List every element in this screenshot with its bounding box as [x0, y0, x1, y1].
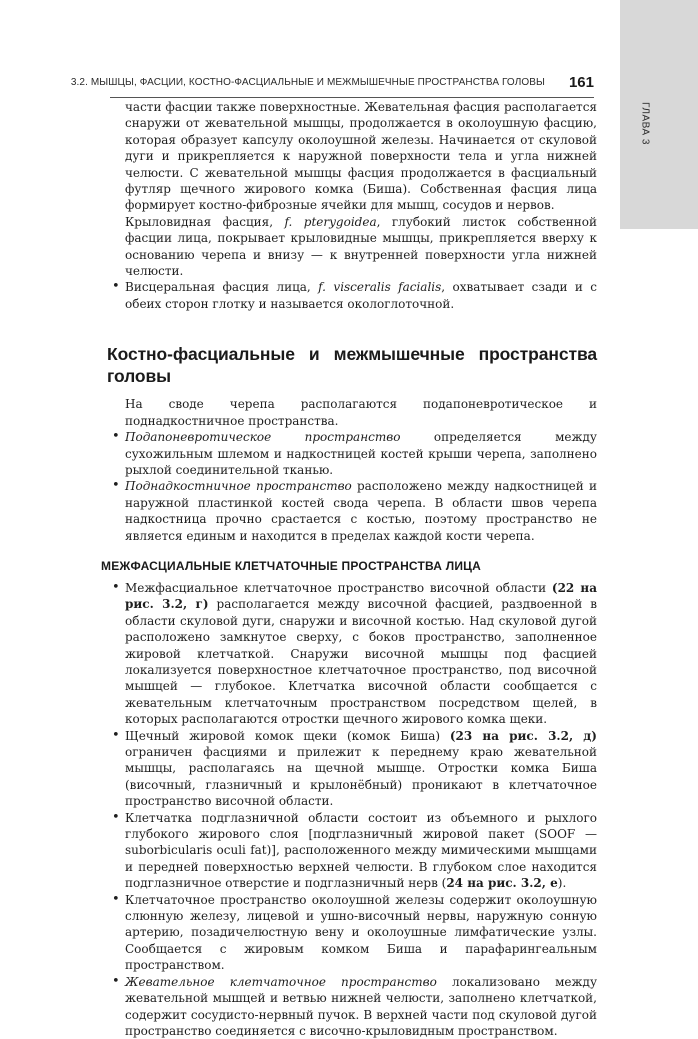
list-item-infraorbital-fat: • Клетчатка подглазничной области состоит из объемного и рыхлого глубокого жирового слоя [подглазничный жировой пакет (SOOF — suborbicularis oculi fat)], расположенного между мимическими мышцами и передней поверхностью верхней челюсти. В глубоком слое находится подглазничное отверстие и подглазничный нерв (24 на рис. 3.2, е). — [109, 810, 597, 892]
term: Подапоневротическое пространство — [125, 430, 401, 445]
paragraph-masticatory-fascia: части фасции также поверхностные. Жевательная фасция располагается снаружи от жевательной мышцы, продолжается в околоушную фасцию, которая образует капсулу околоушной железы. Начинается от скуловой дуги и прикрепляется к наружной поверхности тела и угла нижней челюсти. С жевательной мышцы фасция продолжается в фасциальный футляр щечного жирового комка (Биша). Собственная фасция лица формирует костно-фиброзные ячейки для мышц, сосудов и нервов. — [125, 100, 597, 213]
term: Жевательное клетчаточное пространство — [125, 974, 437, 989]
running-header — [70, 67, 594, 98]
list-item-temporal-space: • Межфасциальное клетчаточное пространство височной области (22 на рис. 3.2, г) располагается между височной фасцией, раздвоенной в области скуловой дуги, снаружи и височной костью. Над скуловой дугой расположено замкнутое сверху, с боков пространство, заполненное жировой клетчаткой. Снаружи височной мышцы под фасцией локализуется поверхностное клетчаточное пространство, под височной мышцей — глубокое. Клетчатка височной области сообщается с жевательным клетчаточным пространством посредством щелей, в которых располагаются отростки щечного жирового комка щеки. — [109, 580, 597, 728]
chapter-label: ГЛАВА 3 — [639, 102, 651, 145]
latin-term: f. visceralis facialis — [318, 280, 442, 295]
figure-reference: (23 на рис. 3.2, д) — [449, 728, 597, 743]
list-item-subaponeurotic-space: • Подапоневротическое пространство определяется между сухожильным шлемом и надкостницей костей крыши черепа, заполнено рыхлой соединительной тканью. — [109, 429, 597, 478]
list-item-buccal-fat-pad: • Щечный жировой комок щеки (комок Биша) (23 на рис. 3.2, д) ограничен фасциями и прилежит к переднему краю жевательной мышцы, располагаясь на щечной мышце. Отростки комка Биша (височный, глазничный и крылонёбный) проникают в клетчаточное пространство височной области. — [109, 728, 597, 810]
section-intro: На своде черепа располагаются подапоневротическое и поднадкостничное пространства. — [125, 397, 597, 428]
figure-reference: 24 на рис. 3.2, е — [446, 876, 558, 891]
list-item-masticatory-space: • Жевательное клетчаточное пространство локализовано между жевательной мышцей и ветвью нижней челюсти, заполнено клетчаткой, содержит сосудисто-нервный пучок. В верхней части под скуловой дугой пространство соединяется с височно-крыловидным пространством. — [109, 974, 597, 1039]
running-title: 3.2. МЫШЦЫ, ФАСЦИИ, КОСТНО-ФАСЦИАЛЬНЫЕ И МЕЖМЫШЕЧНЫЕ ПРОСТРАНСТВА ГОЛОВЫ — [70, 76, 545, 88]
paragraph-pterygoid-fascia: Крыловидная фасция, f. pterygoidea, глубокий листок собственной фасции лица, покрывает крыловидные мышцы, прикрепляется вверху к основанию черепа и внизу — к внутренней поверхности угла нижней челюсти. — [125, 214, 598, 279]
list-item-visceral-fascia: • Висцеральная фасция лица, f. visceralis facialis, охватывает сзади и с обеих сторон глотку и называется окологлоточной. — [109, 279, 597, 312]
page-content — [101, 99, 598, 1039]
section-heading: Костно-фасциальные и межмышечные пространства головы — [107, 344, 597, 387]
chapter-tab — [620, 0, 698, 229]
figure-reference: (22 на рис. 3.2, г) — [125, 580, 597, 612]
list-item-subperiosteal-space: • Поднадкостничное пространство расположено между надкостницей и наружной пластинкой костей свода черепа. В области швов черепа надкостница прочно срастается с костью, поэтому пространство не является единым и находится в пределах каждой кости черепа. — [109, 478, 597, 544]
latin-term: f. pterygoidea — [284, 214, 377, 229]
page-number: 161 — [568, 73, 594, 91]
list-item-parotid-space: • Клетчаточное пространство околоушной железы содержит околоушную слюнную железу, лицевой и ушно-височный нервы, наружную сонную артерию, позадичелюстную вену и околоушные лимфатические узлы. Сообщается с жировым комком Биша и парафарингеальным пространством. — [109, 892, 597, 974]
term: Поднадкостничное пространство — [125, 479, 352, 494]
subsection-heading: МЕЖФАСЦИАЛЬНЫЕ КЛЕТЧАТОЧНЫЕ ПРОСТРАНСТВА ЛИЦА — [101, 558, 481, 573]
